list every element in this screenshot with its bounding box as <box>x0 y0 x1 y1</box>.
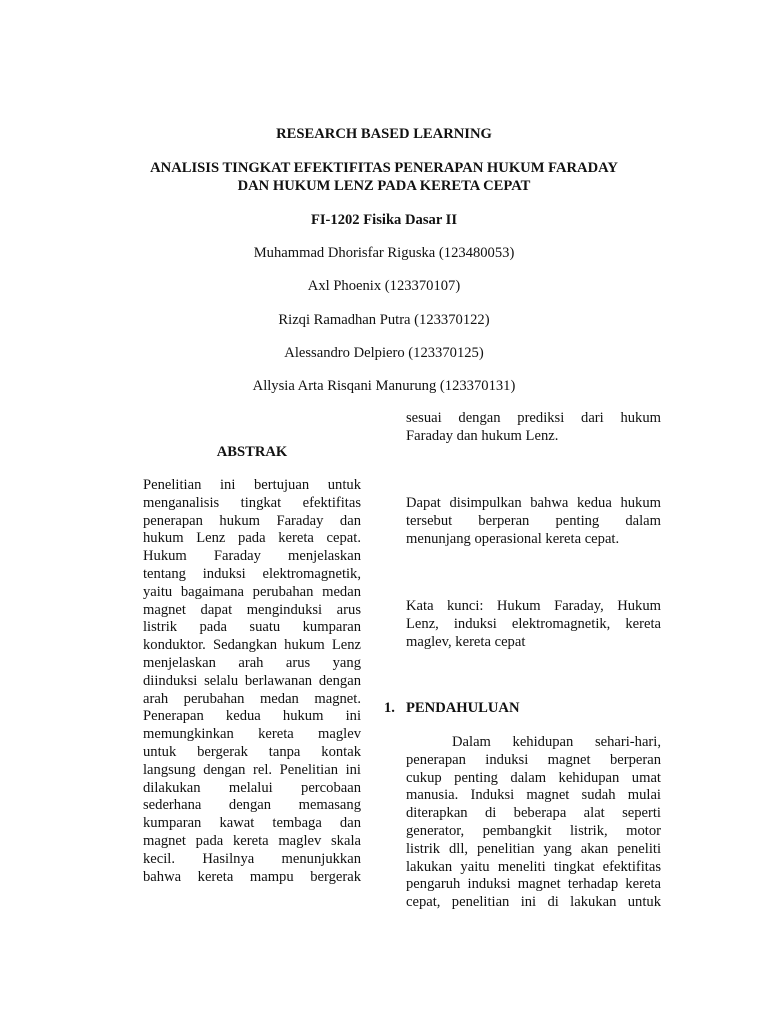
abstract-line: dilakukan melalui percobaan <box>143 779 361 796</box>
abstract-line: hukum Lenz pada kereta cepat. <box>143 530 361 547</box>
keywords-line: maglev, kereta cepat <box>406 633 526 650</box>
author-4: Alessandro Delpiero (123370125) <box>284 345 484 361</box>
abstract-line: sesuai dengan prediksi dari hukum <box>406 410 661 426</box>
abstract-line: sederhana dengan memasang <box>143 797 361 814</box>
abstract-continuation <box>406 410 661 446</box>
abstract-line: listrik pada suatu kumparan <box>143 619 361 636</box>
abstract-line: Dapat disimpulkan bahwa kedua hukum <box>406 495 661 511</box>
abstract-line: menganalisis tingkat efektifitas <box>143 494 361 511</box>
author-3: Rizqi Ramadhan Putra (123370122) <box>278 312 490 328</box>
keywords-line: Kata kunci: Hukum Faraday, Hukum <box>406 598 661 614</box>
intro-line: manusia. Induksi magnet sudah mulai <box>406 787 661 804</box>
abstract-line: Penerapan kedua hukum ini <box>143 708 361 725</box>
paper-title-line-1: ANALISIS TINGKAT EFEKTIFITAS PENERAPAN HUKUM FARADAY <box>150 160 618 176</box>
author-5: Allysia Arta Risqani Manurung (123370131) <box>252 378 516 394</box>
intro-line: penerapan induksi magnet berperan <box>406 751 661 768</box>
abstract-line: konduktor. Sedangkan hukum Lenz <box>143 637 361 654</box>
research-label: RESEARCH BASED LEARNING <box>276 126 492 142</box>
abstract-line: Penelitian ini bertujuan untuk <box>143 477 361 493</box>
abstract-line: menjelaskan arah arus yang <box>143 654 361 671</box>
abstract-line: diinduksi selalu berlawanan dengan <box>143 672 361 689</box>
abstract-line: bahwa kereta mampu bergerak <box>143 868 361 885</box>
intro-line: Dalam kehidupan sehari-hari, <box>452 734 661 750</box>
abstract-line: langsung dengan rel. Penelitian ini <box>143 761 361 778</box>
abstract-line: Hukum Faraday menjelaskan <box>143 548 361 565</box>
abstract-line: kecil. Hasilnya menunjukkan <box>143 850 361 867</box>
introduction-body <box>406 734 661 912</box>
section-heading: PENDAHULUAN <box>406 700 520 716</box>
intro-line: listrik dll, penelitian yang akan peneliti <box>406 840 661 857</box>
intro-line: cukup penting dalam kehidupan umat <box>406 769 661 786</box>
abstract-line: magnet pada kereta maglev skala <box>143 832 361 849</box>
author-1: Muhammad Dhorisfar Riguska (123480053) <box>253 245 515 261</box>
abstract-line: Faraday dan hukum Lenz. <box>406 427 559 444</box>
intro-line: diterapkan di beberapa alat seperti <box>406 805 661 822</box>
intro-line: lakukan yaitu meneliti tingkat efektifitas <box>406 858 661 875</box>
abstract-line: menunjang operasional kereta cepat. <box>406 530 620 547</box>
paper-title-line-2: DAN HUKUM LENZ PADA KERETA CEPAT <box>237 178 531 194</box>
abstract-heading: ABSTRAK <box>216 444 288 460</box>
abstract-line: tersebut berperan penting dalam <box>406 512 661 529</box>
keywords <box>406 598 661 651</box>
intro-line: pengaruh induksi magnet terhadap kereta <box>406 876 661 893</box>
intro-line: cepat, penelitian ini di lakukan untuk <box>406 894 661 911</box>
abstract-line: arah perubahan medan magnet. <box>143 690 361 707</box>
abstract-conclusion <box>406 495 661 548</box>
abstract-line: untuk bergerak tanpa kontak <box>143 743 361 760</box>
abstract-line: kumparan kawat tembaga dan <box>143 815 361 832</box>
abstract-line: magnet dapat menginduksi arus <box>143 601 361 618</box>
abstract-line: tentang induksi elektromagnetik, <box>143 565 361 582</box>
author-2: Axl Phoenix (123370107) <box>307 278 461 294</box>
abstract-line: penerapan hukum Faraday dan <box>143 512 361 529</box>
course-code: FI-1202 Fisika Dasar II <box>310 212 458 228</box>
intro-line: generator, pembangkit listrik, motor <box>406 822 661 839</box>
abstract-line: memungkinkan kereta maglev <box>143 726 361 743</box>
section-number: 1. <box>384 700 395 716</box>
abstract-line: yaitu bagaimana perubahan medan <box>143 583 361 600</box>
abstract-body <box>143 477 361 886</box>
keywords-line: Lenz, induksi elektromagnetik, kereta <box>406 615 661 632</box>
